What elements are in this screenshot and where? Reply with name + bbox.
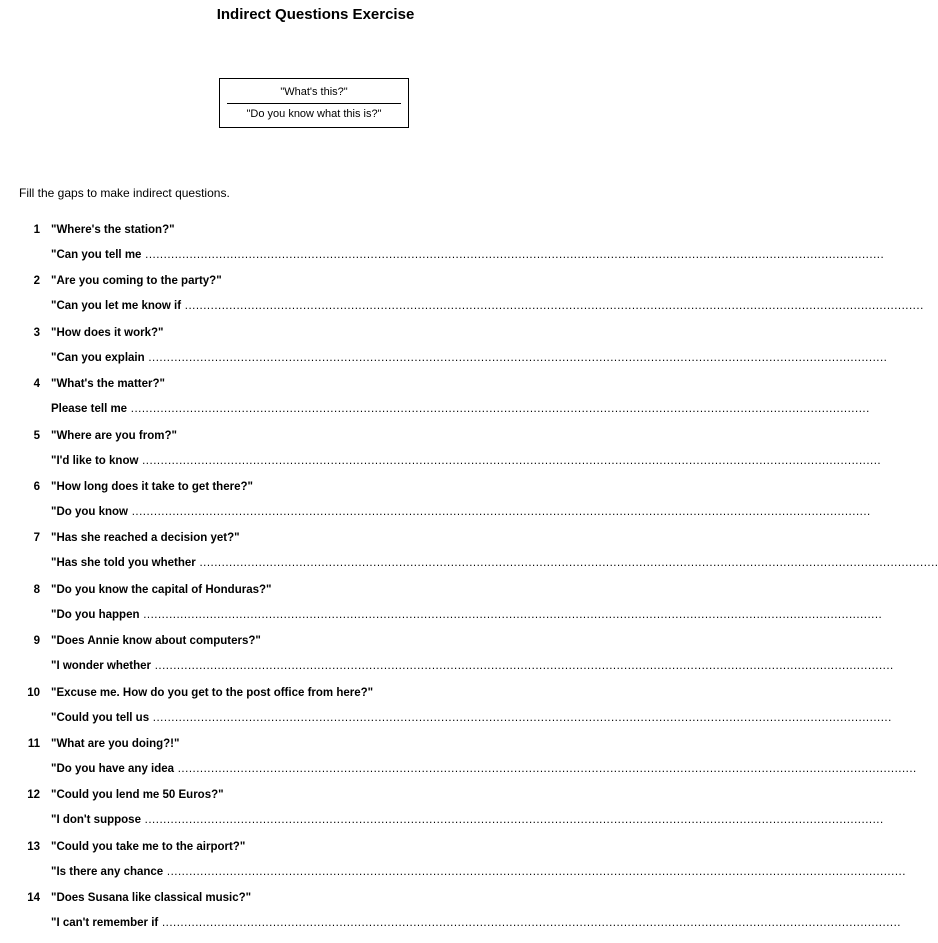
answer-line[interactable] bbox=[51, 608, 883, 621]
item-question: "How long does it take to get there?" bbox=[51, 480, 253, 493]
answer-blank[interactable]: ........................................................................................................................................................................................................ bbox=[127, 403, 870, 416]
exercise-item bbox=[0, 789, 884, 840]
page-title: Indirect Questions Exercise bbox=[216, 6, 415, 23]
item-number: 3 bbox=[33, 326, 40, 339]
answer-prompt: "Do you know bbox=[51, 505, 129, 518]
item-question: "Where's the station?" bbox=[51, 224, 175, 236]
item-number: 9 bbox=[33, 635, 40, 648]
example-indirect-question: "Do you know what this is?" bbox=[246, 108, 382, 120]
answer-blank[interactable]: ........................................................................................................................................................................................................ bbox=[141, 249, 885, 261]
exercise-item bbox=[0, 429, 882, 481]
item-number: 2 bbox=[33, 275, 40, 288]
item-question: "What are you doing?!" bbox=[51, 737, 180, 750]
exercise-item bbox=[0, 480, 871, 532]
answer-blank[interactable]: ........................................................................................................................................................................................................ bbox=[181, 300, 924, 313]
answer-blank[interactable]: ........................................................................................................................................................................................................ bbox=[163, 865, 906, 878]
item-question: "Does Susana like classical music?" bbox=[51, 892, 252, 905]
answer-blank[interactable]: ........................................................................................................................................................................................................ bbox=[128, 505, 871, 518]
answer-prompt: "Can you explain bbox=[51, 351, 145, 364]
answer-prompt: "Could you tell us bbox=[51, 711, 150, 724]
item-number: 11 bbox=[27, 737, 40, 750]
answer-line[interactable] bbox=[51, 557, 938, 570]
answer-line[interactable] bbox=[51, 454, 882, 467]
answer-blank[interactable]: ........................................................................................................................................................................................................ bbox=[174, 762, 917, 775]
exercise-item bbox=[0, 583, 883, 635]
item-number: 10 bbox=[27, 686, 40, 699]
exercise-item bbox=[0, 326, 888, 378]
answer-prompt: "Has she told you whether bbox=[51, 557, 196, 570]
item-number: 4 bbox=[33, 378, 40, 391]
answer-blank[interactable]: ........................................................................................................................................................................................................ bbox=[144, 351, 888, 364]
answer-line[interactable] bbox=[51, 711, 892, 724]
answer-prompt: "I'd like to know bbox=[51, 454, 139, 467]
item-number: 13 bbox=[27, 840, 40, 853]
answer-line[interactable] bbox=[51, 660, 894, 673]
answer-prompt: "Do you happen bbox=[51, 608, 140, 621]
instructions: Fill the gaps to make indirect questions. bbox=[19, 186, 230, 200]
item-question: "Excuse me. How do you get to the post office from here?" bbox=[51, 686, 374, 699]
exercise-item bbox=[0, 840, 906, 892]
item-number: 14 bbox=[27, 892, 40, 905]
answer-line[interactable] bbox=[51, 917, 901, 930]
answer-blank[interactable]: ........................................................................................................................................................................................................ bbox=[151, 660, 894, 673]
item-number: 8 bbox=[33, 583, 40, 596]
item-number: 7 bbox=[33, 532, 40, 545]
answer-line[interactable] bbox=[51, 351, 888, 364]
answer-prompt: Please tell me bbox=[51, 403, 128, 416]
answer-blank[interactable]: ........................................................................................................................................................................................................ bbox=[138, 454, 882, 467]
item-question: "How does it work?" bbox=[51, 326, 164, 339]
example-divider bbox=[227, 103, 401, 104]
item-question: "Does Annie know about computers?" bbox=[51, 635, 261, 648]
answer-line[interactable] bbox=[51, 249, 885, 261]
item-number: 1 bbox=[33, 224, 40, 236]
answer-blank[interactable]: ........................................................................................................................................................................................................ bbox=[140, 814, 884, 827]
item-question: "What's the matter?" bbox=[51, 378, 165, 391]
answer-prompt: "Can you let me know if bbox=[51, 300, 182, 313]
item-question: "Could you lend me 50 Euros?" bbox=[51, 789, 224, 802]
exercise-item bbox=[0, 224, 885, 275]
answer-line[interactable] bbox=[51, 814, 884, 827]
answer-prompt: "I don't suppose bbox=[51, 814, 141, 827]
item-question: "Do you know the capital of Honduras?" bbox=[51, 583, 272, 596]
answer-line[interactable] bbox=[51, 865, 906, 878]
answer-prompt: "Is there any chance bbox=[51, 865, 164, 878]
exercise-item bbox=[0, 635, 894, 686]
example-direct-question: "What's this?" bbox=[280, 86, 348, 98]
answer-blank[interactable]: ........................................................................................................................................................................................................ bbox=[158, 917, 901, 930]
exercise-item bbox=[0, 686, 892, 738]
exercise-item bbox=[0, 737, 917, 789]
answer-blank[interactable]: ........................................................................................................................................................................................................ bbox=[195, 557, 938, 570]
item-question: "Where are you from?" bbox=[51, 429, 177, 442]
answer-prompt: "I can't remember if bbox=[51, 917, 159, 930]
item-question: "Has she reached a decision yet?" bbox=[51, 532, 240, 545]
item-number: 6 bbox=[33, 480, 40, 493]
exercise-item bbox=[0, 532, 938, 583]
answer-line[interactable] bbox=[51, 300, 924, 313]
answer-blank[interactable]: ........................................................................................................................................................................................................ bbox=[149, 711, 892, 724]
answer-line[interactable] bbox=[51, 505, 871, 518]
exercise-list bbox=[0, 224, 938, 943]
exercise-item bbox=[0, 892, 901, 943]
answer-prompt: "I wonder whether bbox=[51, 660, 152, 673]
answer-line[interactable] bbox=[51, 762, 917, 775]
item-number: 5 bbox=[33, 429, 40, 442]
answer-prompt: "Can you tell me bbox=[51, 249, 142, 261]
answer-line[interactable] bbox=[51, 403, 870, 416]
item-question: "Could you take me to the airport?" bbox=[51, 840, 246, 853]
item-number: 12 bbox=[27, 789, 40, 802]
answer-blank[interactable]: ........................................................................................................................................................................................................ bbox=[139, 608, 883, 621]
item-question: "Are you coming to the party?" bbox=[51, 275, 222, 288]
answer-prompt: "Do you have any idea bbox=[51, 762, 175, 775]
exercise-item bbox=[0, 378, 870, 429]
example-box bbox=[219, 78, 409, 128]
exercise-item bbox=[0, 275, 924, 326]
